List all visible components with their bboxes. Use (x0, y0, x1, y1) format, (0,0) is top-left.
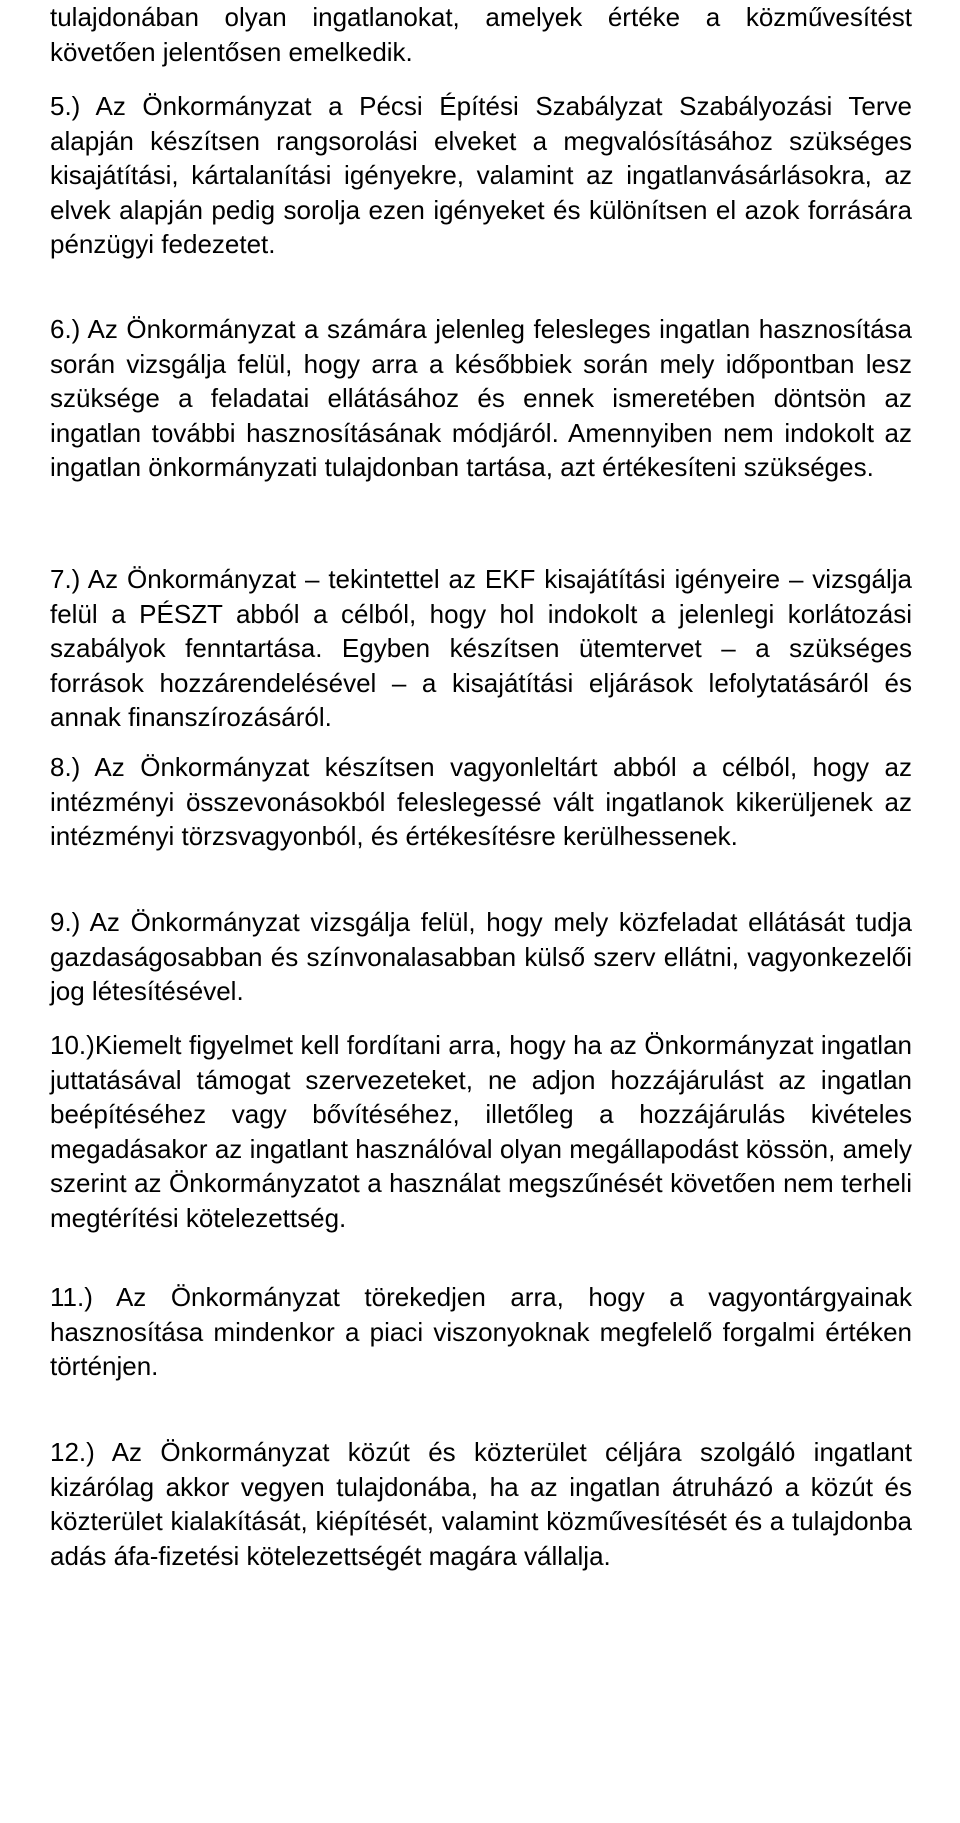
list-item-6 (50, 312, 912, 485)
item-5-number: 5.) (50, 91, 81, 121)
item-9-body: Az Önkormányzat vizsgálja felül, hogy mely közfeladat ellátását tudja gazdaságosabban és színvonalasabban külső szerv ellátni, vagyonkezelői jog létesítésével. (50, 907, 913, 1006)
item-9-number: 9.) (50, 907, 81, 937)
list-item-8 (50, 750, 912, 854)
item-6-text (50, 312, 912, 485)
list-item-7 (50, 562, 912, 735)
item-5-body: Az Önkormányzat a Pécsi Építési Szabályzat Szabályozási Terve alapján készítsen rangsorolási elveket a megvalósításához szükséges kisajátítási, kártalanítási igényekre, valamint az ingatlanvásárlásokra, az elvek alapján pedig sorolja ezen igényeket és különítsen el azok forrására pénzügyi fedezetet. (50, 91, 912, 259)
item-6-number: 6.) (50, 314, 81, 344)
item-11-text (50, 1280, 912, 1384)
item-11-number: 11.) (50, 1282, 93, 1312)
item-11-body: Az Önkormányzat törekedjen arra, hogy a vagyontárgyainak hasznosítása mindenkor a piaci viszonyoknak megfelelő forgalmi értéken történjen. (50, 1282, 912, 1381)
item-5-text (50, 89, 912, 262)
list-item-9 (50, 905, 912, 1009)
item-10-text (50, 1028, 912, 1235)
intro-paragraph: tulajdonában olyan ingatlanokat, amelyek értéke a közművesítést követően jelentősen emelkedik. (50, 2, 912, 67)
item-9-text (50, 905, 912, 1009)
item-7-body: Az Önkormányzat – tekintettel az EKF kisajátítási igényeire – vizsgálja felül a PÉSZT abból a célból, hogy hol indokolt a jelenlegi korlátozási szabályok fenntartása. Egyben készítsen ütemtervet – a szükséges források hozzárendelésével – a kisajátítási eljárások lefolytatásáról és annak finanszírozásáról. (50, 564, 912, 732)
list-item-10 (50, 1028, 912, 1235)
item-6-body: Az Önkormányzat a számára jelenleg felesleges ingatlan hasznosítása során vizsgálja felül, hogy arra a későbbiek során mely időpontban lesz szüksége a feladatai ellátásához és ennek ismeretében döntsön az ingatlan további hasznosításának módjáról. Amennyiben nem indokolt az ingatlan önkormányzati tulajdonban tartása, azt értékesíteni szükséges. (50, 314, 912, 482)
list-item-11 (50, 1280, 912, 1384)
item-12-number: 12.) (50, 1437, 95, 1467)
item-7-number: 7.) (50, 564, 81, 594)
item-10-body: Kiemelt figyelmet kell fordítani arra, hogy ha az Önkormányzat ingatlan juttatásával támogat szervezeteket, ne adjon hozzájárulást az ingatlan beépítéséhez vagy bővítéséhez, illetőleg a hozzájárulás kivételes megadásakor az ingatlant használóval olyan megállapodást kössön, amely szerint az Önkormányzatot a használat megszűnését követően nem terheli megtérítési kötelezettség. (50, 1030, 912, 1233)
item-8-number: 8.) (50, 752, 81, 782)
item-8-text (50, 750, 912, 854)
list-item-5 (50, 89, 912, 262)
item-10-number: 10.) (50, 1030, 95, 1060)
item-8-body: Az Önkormányzat készítsen vagyonleltárt abból a célból, hogy az intézményi összevonásokból feleslegessé vált ingatlanok kikerüljenek az intézményi törzsvagyonból, és értékesítésre kerülhessenek. (50, 752, 913, 851)
item-7-text (50, 562, 912, 735)
item-12-body: Az Önkormányzat közút és közterület céljára szolgáló ingatlant kizárólag akkor vegyen tulajdonába, ha az ingatlan átruházó a közút és közterület kialakítását, kiépítését, valamint közművesítését és a tulajdonba adás áfa-fizetési kötelezettségét magára vállalja. (50, 1437, 912, 1571)
list-item-12 (50, 1435, 912, 1573)
item-12-text (50, 1435, 912, 1573)
